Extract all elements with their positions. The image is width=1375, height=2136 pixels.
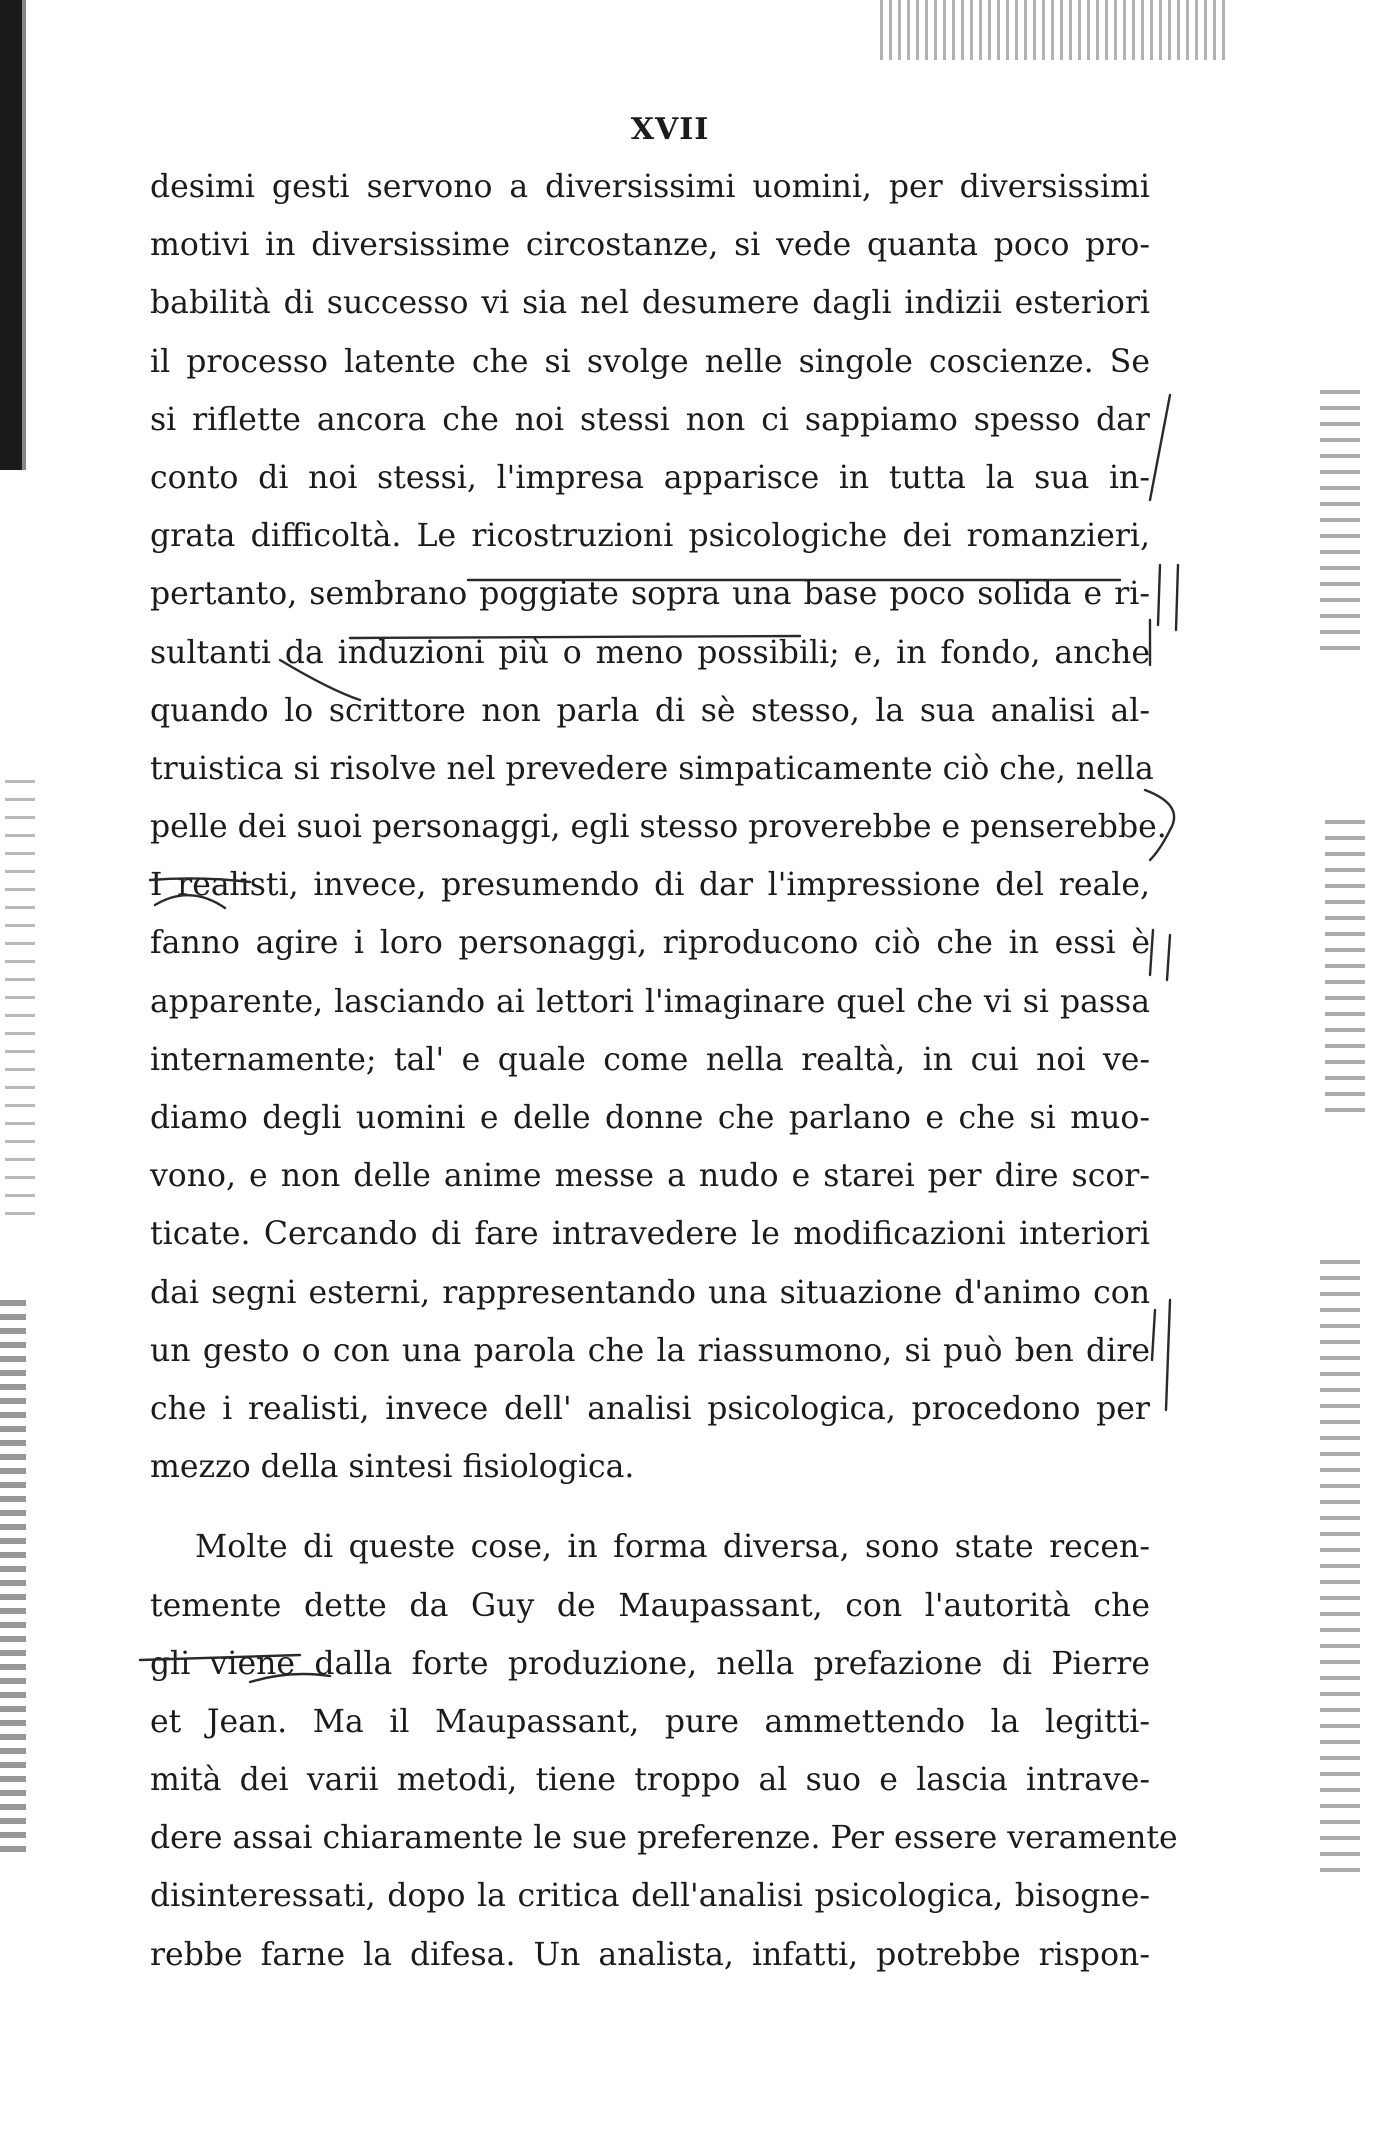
margin-stroke-mark bbox=[1158, 565, 1160, 625]
text-line: temente dette da Guy de Maupassant, con l'autorità che bbox=[150, 1587, 1150, 1624]
text-line: conto di noi stessi, l'impresa apparisce in tutta la sua in- bbox=[150, 459, 1150, 496]
text-line: ticate. Cercando di fare intravedere le modificazioni interiori bbox=[150, 1216, 1150, 1253]
margin-stroke-mark bbox=[1150, 395, 1170, 500]
text-underline bbox=[280, 660, 360, 700]
text-line: pelle dei suoi personaggi, egli stesso proverebbe e penserebbe. bbox=[150, 809, 1167, 846]
text-line: I realisti, invece, presumendo di dar l'impressione del reale, bbox=[150, 867, 1150, 904]
text-line: mezzo della sintesi fisiologica. bbox=[150, 1449, 635, 1486]
text-line: internamente; tal' e quale come nella realtà, in cui noi ve- bbox=[150, 1041, 1150, 1078]
text-line: apparente, lasciando ai lettori l'imaginare quel che vi si passa bbox=[150, 983, 1150, 1020]
text-line: si riflette ancora che noi stessi non ci sappiamo spesso dar bbox=[150, 401, 1150, 438]
text-line: quando lo scrittore non parla di sè stesso, la sua analisi al- bbox=[150, 692, 1150, 729]
text-line: fanno agire i loro personaggi, riproducono ciò che in essi è bbox=[150, 925, 1150, 962]
text-line: che i realisti, invece dell' analisi psicologica, procedono per bbox=[150, 1390, 1150, 1427]
text-underline bbox=[350, 636, 800, 638]
text-line: motivi in diversissime circostanze, si vede quanta poco pro- bbox=[150, 227, 1150, 264]
margin-stroke-mark bbox=[1150, 930, 1153, 975]
text-line: et Jean. Ma il Maupassant, pure ammettendo la legitti- bbox=[150, 1703, 1150, 1740]
page-number: XVII bbox=[630, 112, 710, 147]
text-line: rebbe farne la difesa. Un analista, infatti, potrebbe rispon- bbox=[150, 1936, 1150, 1973]
text-underline bbox=[150, 878, 250, 882]
text-line: sultanti da induzioni più o meno possibili; e, in fondo, anche bbox=[150, 634, 1150, 671]
margin-stroke-mark bbox=[1176, 565, 1178, 630]
text-line: un gesto o con una parola che la riassumono, si può ben dire bbox=[150, 1332, 1150, 1369]
text-line: desimi gesti servono a diversissimi uomini, per diversissimi bbox=[150, 169, 1150, 205]
text-line: mità dei varii metodi, tiene troppo al suo e lascia intrave- bbox=[150, 1762, 1150, 1799]
text-underline bbox=[155, 895, 225, 908]
text-line: Molte di queste cose, in forma diversa, sono state recen- bbox=[195, 1529, 1150, 1566]
margin-bracket-mark bbox=[1145, 790, 1174, 860]
margin-stroke-mark bbox=[1166, 1300, 1170, 1410]
text-line: dere assai chiaramente le sue preferenze. Per essere veramente bbox=[150, 1820, 1178, 1857]
text-underline bbox=[250, 1674, 330, 1682]
text-line: disinteressati, dopo la critica dell'analisi psicologica, bisogne- bbox=[150, 1878, 1150, 1915]
margin-stroke-mark bbox=[1152, 1310, 1155, 1360]
text-line: il processo latente che si svolge nelle singole coscienze. Se bbox=[150, 343, 1150, 380]
text-line: vono, e non delle anime messe a nudo e starei per dire scor- bbox=[150, 1158, 1150, 1195]
text-underline bbox=[140, 1655, 300, 1660]
text-line: pertanto, sembrano poggiate sopra una base poco solida e ri- bbox=[150, 576, 1150, 613]
text-line: dai segni esterni, rappresentando una situazione d'animo con bbox=[150, 1274, 1150, 1311]
margin-stroke-mark bbox=[1167, 935, 1170, 980]
text-line: truistica si risolve nel prevedere simpaticamente ciò che, nella bbox=[150, 750, 1154, 787]
text-line: diamo degli uomini e delle donne che parlano e che si muo- bbox=[150, 1100, 1150, 1136]
text-line: grata difficoltà. Le ricostruzioni psicologiche dei romanzieri, bbox=[150, 518, 1150, 555]
text-line: babilità di successo vi sia nel desumere dagli indizii esteriori bbox=[150, 285, 1150, 322]
text-line: gli viene dalla forte produzione, nella prefazione di Pierre bbox=[150, 1645, 1150, 1682]
